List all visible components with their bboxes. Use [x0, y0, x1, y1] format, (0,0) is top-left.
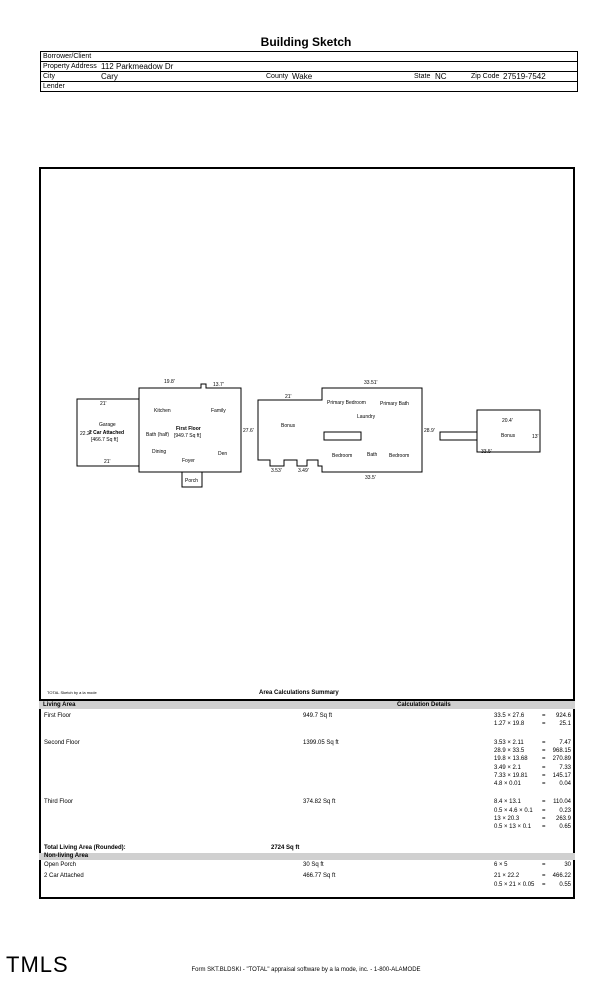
dim-label: 33.5': [481, 449, 492, 455]
area-calculations: [39, 699, 575, 909]
dim-label: 33.51': [364, 380, 378, 386]
calc-expression: 7.33 × 19.81: [494, 772, 528, 779]
dim-label: 21': [104, 459, 111, 465]
stairs-second: [324, 432, 361, 440]
area-value: 374.82 Sq ft: [303, 799, 336, 806]
calc-result: 7.47: [559, 739, 571, 746]
calc-equals: =: [542, 756, 546, 763]
calc-equals: =: [542, 799, 546, 806]
dim-label: 3.49': [298, 468, 309, 474]
calc-result: 968.15: [552, 747, 571, 754]
calc-expression: 28.9 × 33.5: [494, 747, 525, 754]
dim-label: 33.5': [365, 475, 376, 481]
den-label: Den: [218, 451, 228, 457]
calc-equals: =: [542, 747, 546, 754]
garage-name: 2 Car Attached: [89, 430, 125, 436]
calc-expression: 33.5 × 27.6: [494, 713, 525, 719]
calc-expression: 21 × 22.2: [494, 873, 520, 880]
summary-title: Area Calculations Summary: [259, 690, 339, 696]
calc-result: 0.04: [559, 781, 571, 788]
dim-label: 21': [100, 401, 107, 407]
calc-expression: 0.5 × 13 × 0.1: [494, 824, 532, 831]
calc-equals: =: [542, 764, 546, 771]
page-title: Building Sketch: [260, 35, 352, 49]
calc-equals: =: [542, 713, 546, 719]
calc-equals: =: [542, 721, 546, 728]
third-floor-outline: [477, 410, 540, 452]
area-name: Second Floor: [44, 739, 80, 746]
calc-expression: 1.27 × 19.8: [494, 721, 525, 728]
dim-label: 13.7': [213, 382, 224, 388]
borrower-label: Borrower/Client: [43, 53, 92, 60]
area-name: Open Porch: [44, 862, 77, 868]
calc-result: 7.33: [559, 764, 571, 771]
dim-label: 22.2': [80, 431, 91, 437]
zip-label: Zip Code: [471, 73, 500, 80]
calc-result: 30: [564, 862, 571, 868]
dim-label: 13': [532, 434, 539, 440]
calc-expression: 4.8 × 0.01: [494, 781, 521, 788]
nonliving-band: [39, 853, 575, 860]
dim-label: 21': [285, 394, 292, 400]
footer-text: Form SKT.BLDSKI - "TOTAL" appraisal software by a la mode, inc. - 1-800-ALAMODE: [191, 967, 421, 973]
bedroom-label: Bedroom: [389, 453, 410, 459]
primary-bath-label: Primary Bath: [380, 401, 409, 407]
area-name: 2 Car Attached: [44, 873, 84, 880]
area-value: 1399.05 Sq ft: [303, 739, 339, 746]
calc-result: 466.22: [552, 873, 571, 880]
stairs-third: [440, 432, 477, 440]
lender-label: Lender: [43, 83, 65, 90]
calc-equals: =: [542, 873, 546, 880]
address-label: Property Address: [43, 63, 97, 70]
calc-result: 0.55: [559, 881, 571, 888]
city-value: Cary: [101, 72, 118, 81]
calc-expression: 8.4 × 13.1: [494, 799, 521, 806]
calc-equals: =: [542, 881, 546, 888]
area-name: First Floor: [44, 713, 71, 719]
calc-details-heading: Calculation Details: [397, 702, 451, 708]
calc-equals: =: [542, 862, 546, 868]
calc-result: 0.65: [559, 824, 571, 831]
calc-equals: =: [542, 807, 546, 814]
dim-label: 19.8': [164, 379, 175, 385]
sketch-note: TOTAL Sketch by a la mode: [47, 690, 97, 695]
tmls-logo: TMLS: [6, 952, 69, 977]
calc-result: 924.6: [555, 713, 571, 719]
calc-equals: =: [542, 816, 546, 822]
bedroom-label: Bedroom: [332, 453, 353, 459]
calc-result: 0.23: [559, 807, 571, 814]
calc-expression: 0.5 × 21 × 0.05: [494, 881, 535, 888]
dining-label: Dining: [152, 449, 167, 455]
calc-result: 110.04: [553, 799, 571, 806]
calc-expression: 19.8 × 13.68: [494, 756, 528, 763]
porch-label: Porch: [185, 478, 199, 484]
dim-label: 20.4': [502, 418, 513, 424]
total-living-value: 2724 Sq ft: [271, 845, 300, 851]
area-name: Third Floor: [44, 799, 74, 806]
first-floor-area: [949.7 Sq ft]: [174, 433, 201, 439]
zip-value: 27519-7542: [503, 72, 546, 81]
calc-equals: =: [542, 739, 546, 746]
living-area-band: [39, 701, 575, 709]
county-label: County: [266, 73, 289, 80]
calc-body: [39, 709, 575, 909]
area-value: 30 Sq ft: [303, 862, 324, 868]
calc-expression: 0.5 × 4.6 × 0.1: [494, 807, 533, 814]
county-value: Wake: [292, 72, 313, 81]
primary-bedroom-label: Primary Bedroom: [327, 400, 366, 406]
calc-expression: 13 × 20.3: [494, 816, 520, 822]
calc-result: 270.89: [552, 756, 571, 763]
calc-equals: =: [542, 772, 546, 779]
state-value: NC: [435, 72, 447, 81]
dim-label: 3.53': [271, 468, 282, 474]
first-floor-label: First Floor: [176, 426, 201, 432]
calc-expression: 3.49 × 2.1: [494, 764, 521, 771]
total-living-label: Total Living Area (Rounded):: [44, 845, 126, 851]
calc-result: 145.17: [552, 772, 571, 779]
living-area-heading: Living Area: [43, 702, 76, 708]
garage-label: Garage: [99, 422, 116, 428]
calc-equals: =: [542, 781, 546, 788]
calc-equals: =: [542, 824, 546, 831]
calc-result: 263.9: [555, 816, 571, 822]
family-label: Family: [211, 408, 226, 414]
nonliving-heading: Non-living Area: [44, 853, 89, 859]
dim-label: 27.6': [243, 428, 254, 434]
calc-expression: 6 × 5: [494, 862, 508, 868]
kitchen-label: Kitchen: [154, 408, 171, 414]
state-label: State: [414, 73, 431, 80]
calc-expression: 3.53 × 2.11: [494, 739, 524, 746]
laundry-label: Laundry: [357, 414, 376, 420]
bonus-label: Bonus: [281, 423, 296, 429]
area-value: 466.77 Sq ft: [303, 873, 336, 880]
garage-area: [466.7 Sq ft]: [91, 437, 118, 443]
bath-label: Bath: [367, 452, 378, 458]
dim-label: 28.9': [424, 428, 435, 434]
address-value: 112 Parkmeadow Dr: [101, 62, 174, 71]
foyer-label: Foyer: [182, 458, 195, 464]
area-value: 949.7 Sq ft: [303, 713, 333, 719]
bonus-label: Bonus: [501, 433, 516, 439]
bath-half-label: Bath (half): [146, 432, 170, 438]
city-label: City: [43, 73, 56, 80]
calc-result: 25.1: [559, 721, 571, 728]
